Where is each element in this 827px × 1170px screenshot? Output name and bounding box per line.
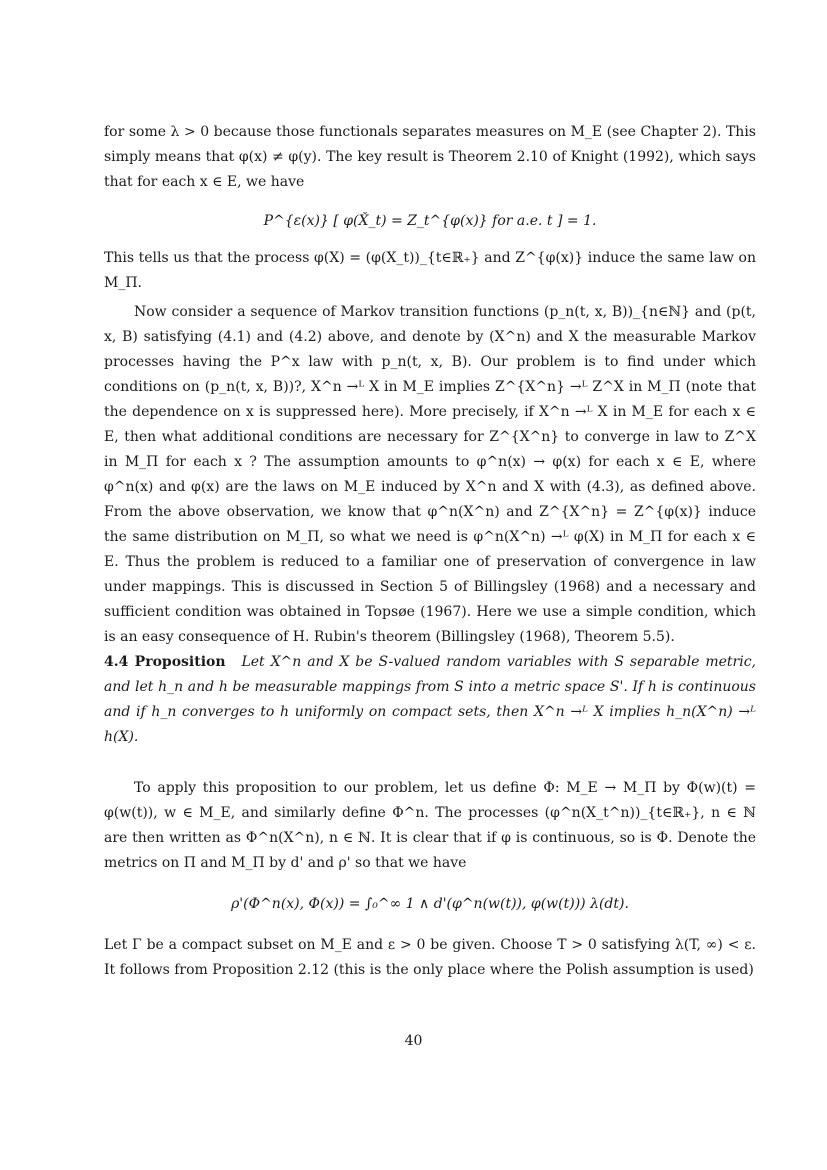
paragraph-4: To apply this proposition to our problem, let us define Φ: M_E → M_Π by Φ(w)(t) = φ(w(t)), w ∈ M_E, and similarly define Φ^n. The processes (φ^n(X_t^n))_{t∈ℝ₊}, n ∈ ℕ are then written as Φ^n(X^n), n ∈ ℕ. It is clear that if φ is continuous, so is Φ. Denote the metrics on Π and M_Π by d' and ρ' so that we have — [104, 780, 756, 871]
equation-1: P^{ε(x)} [ φ(X̌_t) = Z_t^{φ(x)} for a.e. t ] = 1. — [263, 213, 597, 229]
page-body — [104, 120, 756, 983]
paragraph-3: Now consider a sequence of Markov transition functions (p_n(t, x, B))_{n∈ℕ} and (p(t, x, B) satisfying (4.1) and (4.2) above, and denote by (X^n) and X the measurable Markov processes having the P^x law with p_n(t, x, B). Our problem is to find under which conditions on (p_n(t, x, B))?, X^n →ᴸ X in M_E implies Z^{X^n} →ᴸ Z^X in M_Π (note that the dependence on x is suppressed here). More precisely, if X^n →ᴸ X in M_E for each x ∈ E, then what additional conditions are necessary for Z^{X^n} to converge in law to Z^X in M_Π for each x ? The assumption amounts to φ^n(x) → φ(x) for each x ∈ E, where φ^n(x) and φ(x) are the laws on M_E induced by X^n and X with (4.3), as defined above. From the above observation, we know that φ^n(X^n) and Z^{X^n} = Z^{φ(x)} induce the same distribution on M_Π, so what we need is φ^n(X^n) →ᴸ φ(X) in M_Π for each x ∈ E. Thus the problem is reduced to a familiar one of preservation of convergence in law under mappings. This is discussed in Section 5 of Billingsley (1968) and a necessary and sufficient condition was obtained in Topsøe (1967). Here we use a simple condition, which is an easy consequence of H. Rubin's theorem (Billingsley (1968), Theorem 5.5). — [104, 304, 756, 645]
equation-2: ρ'(Φ^n(x), Φ(x)) = ∫₀^∞ 1 ∧ d'(φ^n(w(t)), φ(w(t))) λ(dt). — [231, 896, 629, 912]
page-number: 40 — [404, 1033, 423, 1049]
proposition-4-4 — [104, 650, 756, 750]
proposition-statement: Let X^n and X be S-valued random variables with S separable metric, and let h_n and h be measurable mappings from S into a metric space S'. If h is continuous and if h_n converges to h uniformly on compact sets, then X^n →ᴸ X implies h_n(X^n) →ᴸ h(X). — [104, 654, 756, 745]
paragraph-2: This tells us that the process φ(X) = (φ(X_t))_{t∈ℝ₊} and Z^{φ(x)} induce the same law on M_Π. — [104, 250, 756, 291]
paragraph-5: Let Γ be a compact subset on M_E and ε > 0 be given. Choose T > 0 satisfying λ(T, ∞) < ε. It follows from Proposition 2.12 (this is the only place where the Polish assumption is used) — [104, 937, 756, 978]
proposition-heading: 4.4 Proposition — [104, 654, 226, 670]
paragraph-1: for some λ > 0 because those functionals separates measures on M_E (see Chapter 2). This simply means that φ(x) ≠ φ(y). The key result is Theorem 2.10 of Knight (1992), which says that for each x ∈ E, we have — [104, 124, 756, 190]
